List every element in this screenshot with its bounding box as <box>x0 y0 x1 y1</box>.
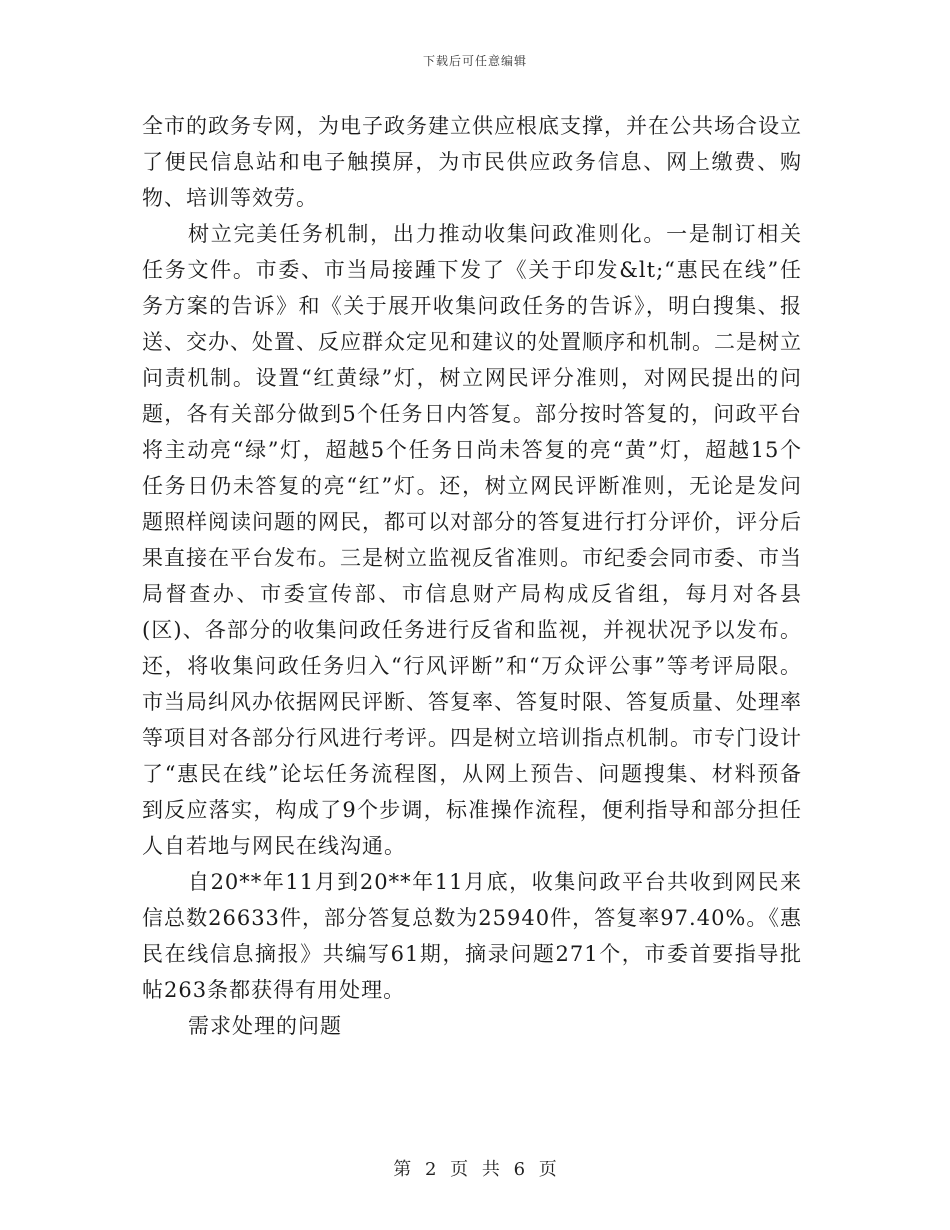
paragraph-work-mechanism: 树立完美任务机制，出力推动收集问政准则化。一是制订相关任务文件。市委、市当局接踵下发了《关于印发&lt;“惠民在线”任务方案的告诉》和《关于展开收集问政任务的告诉》，明白搜集、报送、交办、处置、反应群众定见和建议的处置顺序和机制。二是树立问责机制。设置“红黄绿”灯，树立网民评分准则，对网民提出的问题，各有关部分做到5个任务日内答复。部分按时答复的，问政平台将主动亮“绿”灯，超越5个任务日尚未答复的亮“黄”灯，超越15个任务日仍未答复的亮“红”灯。还，树立网民评断准则，无论是发问题照样阅读问题的网民，都可以对部分的答复进行打分评价，评分后果直接在平台发布。三是树立监视反省准则。市纪委会同市委、市当局督查办、市委宣传部、市信息财产局构成反省组，每月对各县(区)、各部分的收集问政任务进行反省和监视，并视状况予以发布。还，将收集问政任务归入“行风评断”和“万众评公事”等考评局限。市当局纠风办依据网民评断、答复率、答复时限、答复质量、处理率等项目对各部分行风进行考评。四是树立培训指点机制。市专门设计了“惠民在线”论坛任务流程图，从网上预告、问题搜集、材料预备到反应落实，构成了9个步调，标准操作流程，便利指导和部分担任人自若地与网民在线沟通。 <box>142 222 802 858</box>
paragraph-statistics: 自20**年11月到20**年11月底，收集问政平台共收到网民来信总数26633件，部分答复总数为25940件，答复率97.40%。《惠民在线信息摘报》共编写61期，摘录问题271个，市委首要指导批帖263条都获得有用处理。 <box>142 870 802 1002</box>
section-heading-issues: 需求处理的问题 <box>188 1014 342 1038</box>
paragraph-continued: 全市的政务专网，为电子政务建立供应根底支撑，并在公共场合设立了便民信息站和电子触摸屏，为市民供应政务信息、网上缴费、购物、培训等效劳。 <box>142 114 802 210</box>
footer-current-page: 2 <box>424 1159 437 1180</box>
footer-label-page: 第 <box>393 1159 412 1180</box>
header-note: 下载后可任意编辑 <box>422 54 527 68</box>
footer-label-unit2: 页 <box>538 1159 557 1180</box>
footer-label-unit: 页 <box>450 1159 469 1180</box>
footer-label-total: 共 <box>481 1159 500 1180</box>
page-number-footer <box>0 1155 950 1181</box>
footer-total-pages: 6 <box>513 1159 526 1180</box>
document-body <box>142 108 802 1044</box>
